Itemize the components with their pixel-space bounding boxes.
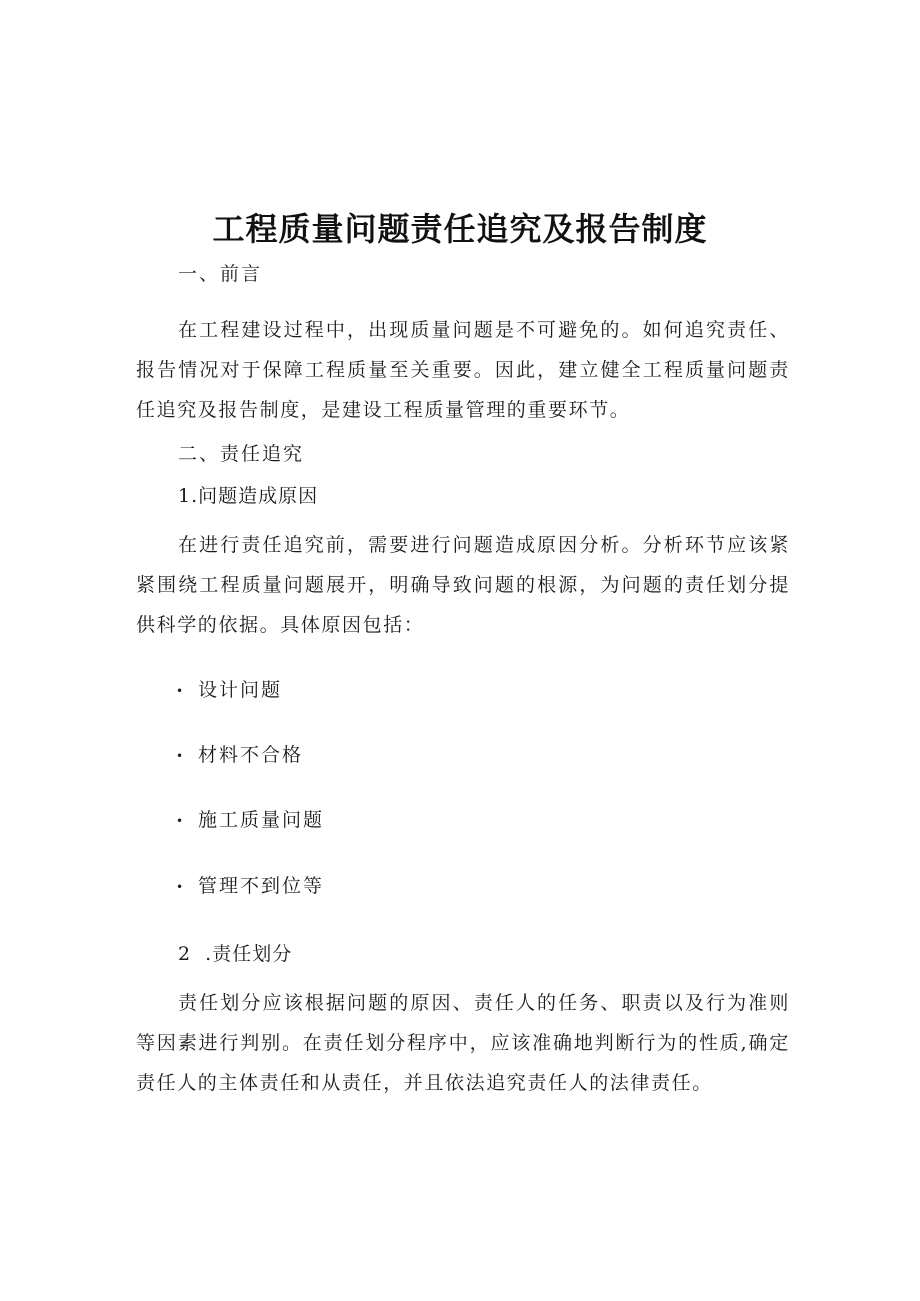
- preface-paragraph: 在工程建设过程中，出现质量问题是不可避免的。如何追究责任、报告情况对于保障工程质量至关重要。因此，建立健全工程质量问题责任追究及报告制度，是建设工程质量管理的重要环节。: [136, 319, 790, 421]
- list-item: [176, 743, 303, 768]
- bullet-icon: •: [176, 814, 186, 828]
- list-item-text: 施工质量问题: [198, 809, 325, 831]
- list-item: [176, 874, 324, 899]
- subheading-division: 2 .责任划分: [178, 943, 293, 965]
- document-title: 工程质量问题责任追究及报告制度: [212, 210, 708, 248]
- list-item-text: 材料不合格: [198, 744, 304, 766]
- section-heading-responsibility: 二、责任追究: [178, 443, 305, 465]
- list-item: [176, 808, 324, 833]
- list-item-text: 管理不到位等: [198, 875, 325, 897]
- section-heading-preface: 一、前言: [178, 263, 263, 285]
- subheading-causes: 1.问题造成原因: [178, 485, 319, 507]
- bullet-icon: •: [176, 749, 186, 763]
- causes-paragraph: 在进行责任追究前，需要进行问题造成原因分析。分析环节应该紧紧围绕工程质量问题展开，明确导致问题的根源，为问题的责任划分提供科学的依据。具体原因包括：: [136, 534, 790, 636]
- list-item: [176, 678, 282, 703]
- bullet-icon: •: [176, 684, 186, 698]
- division-paragraph: 责任划分应该根据问题的原因、责任人的任务、职责以及行为准则等因素进行判别。在责任划分程序中，应该准确地判断行为的性质,确定责任人的主体责任和从责任，并且依法追究责任人的法律责任。: [136, 992, 790, 1094]
- list-item-text: 设计问题: [198, 679, 283, 701]
- bullet-icon: •: [176, 880, 186, 894]
